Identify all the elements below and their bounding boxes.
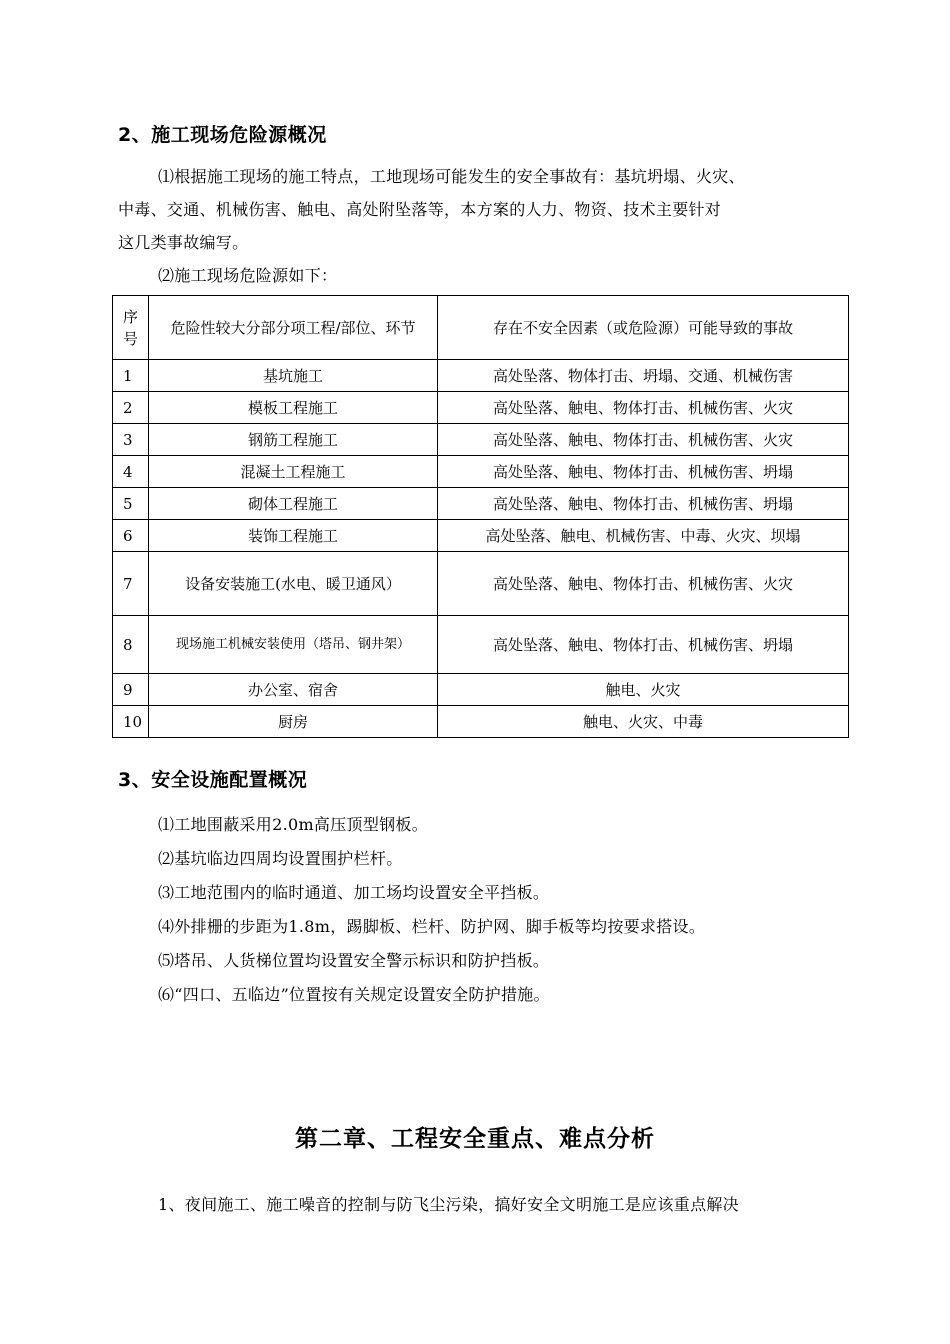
table-header-row <box>113 296 849 360</box>
list-item: ⑵基坑临边四周均设置围护栏杆。 <box>158 849 403 868</box>
paragraph-line: 中毒、交通、机械伤害、触电、高处附坠落等，本方案的人力、物资、技术主要针对 <box>118 200 722 219</box>
list-item: ⑶工地范围内的临时通道、加工场均设置安全平挡板。 <box>158 883 550 902</box>
row-no: 7 <box>113 552 149 616</box>
paragraph-line: ⑴根据施工现场的施工特点，工地现场可能发生的安全事故有：基坑坍塌、火灾、 <box>158 167 745 186</box>
table-row <box>113 360 849 392</box>
row-part: 装饰工程施工 <box>149 520 438 552</box>
table-row <box>113 674 849 706</box>
table-row <box>113 392 849 424</box>
row-part: 设备安装施工(水电、暖卫通风） <box>149 552 438 616</box>
row-no: 1 <box>113 360 149 392</box>
row-no: 3 <box>113 424 149 456</box>
table-row <box>113 424 849 456</box>
row-no: 8 <box>113 616 149 674</box>
row-risk: 高处坠落、触电、物体打击、机械伤害、火灾 <box>438 552 849 616</box>
row-part: 钢筋工程施工 <box>149 424 438 456</box>
row-risk: 高处坠落、触电、物体打击、机械伤害、坍塌 <box>438 616 849 674</box>
row-part: 厨房 <box>149 706 438 738</box>
table-row <box>113 520 849 552</box>
paragraph-line: ⑵施工现场危险源如下： <box>158 266 338 285</box>
header-no: 序号 <box>113 296 149 360</box>
header-risk: 存在不安全因素（或危险源）可能导致的事故 <box>438 296 849 360</box>
section-2-heading: 2、施工现场危险源概况 <box>118 124 327 146</box>
table-row <box>113 706 849 738</box>
row-risk: 高处坠落、触电、物体打击、机械伤害、火灾 <box>438 392 849 424</box>
row-risk: 高处坠落、触电、物体打击、机械伤害、坍塌 <box>438 456 849 488</box>
paragraph-line: 这几类事故编写。 <box>118 233 249 252</box>
row-no: 2 <box>113 392 149 424</box>
header-part: 危险性较大分部分项工程/部位、环节 <box>149 296 438 360</box>
table-row <box>113 552 849 616</box>
row-risk: 触电、火灾 <box>438 674 849 706</box>
paragraph-line: 1、夜间施工、施工噪音的控制与防飞尘污染，搞好安全文明施工是应该重点解决 <box>158 1195 739 1214</box>
row-part: 混凝土工程施工 <box>149 456 438 488</box>
list-item: ⑴工地围蔽采用2.0m高压顶型钢板。 <box>158 815 429 834</box>
row-no: 4 <box>113 456 149 488</box>
row-no: 5 <box>113 488 149 520</box>
row-no: 9 <box>113 674 149 706</box>
row-part: 砌体工程施工 <box>149 488 438 520</box>
section-3-heading: 3、安全设施配置概况 <box>118 769 308 791</box>
row-part: 模板工程施工 <box>149 392 438 424</box>
row-part: 现场施工机械安装使用（塔吊、钢井架） <box>149 616 438 674</box>
row-risk: 高处坠落、物体打击、坍塌、交通、机械伤害 <box>438 360 849 392</box>
row-risk: 高处坠落、触电、物体打击、机械伤害、坍塌 <box>438 488 849 520</box>
list-item: ⑷外排栅的步距为1.8m，踢脚板、栏杆、防护网、脚手板等均按要求搭设。 <box>158 917 706 936</box>
hazard-table <box>112 295 849 738</box>
list-item: ⑸塔吊、人货梯位置均设置安全警示标识和防护挡板。 <box>158 951 550 970</box>
row-no: 6 <box>113 520 149 552</box>
row-no: 10 <box>113 706 149 738</box>
table-row <box>113 456 849 488</box>
row-part: 办公室、宿舍 <box>149 674 438 706</box>
row-risk: 高处坠落、触电、机械伤害、中毒、火灾、坝塌 <box>438 520 849 552</box>
row-risk: 触电、火灾、中毒 <box>438 706 849 738</box>
row-risk: 高处坠落、触电、物体打击、机械伤害、火灾 <box>438 424 849 456</box>
table-row <box>113 616 849 674</box>
table-row <box>113 488 849 520</box>
chapter-title: 第二章、工程安全重点、难点分析 <box>295 1126 655 1152</box>
row-part: 基坑施工 <box>149 360 438 392</box>
list-item: ⑹“四口、五临边”位置按有关规定设置安全防护措施。 <box>158 985 550 1004</box>
